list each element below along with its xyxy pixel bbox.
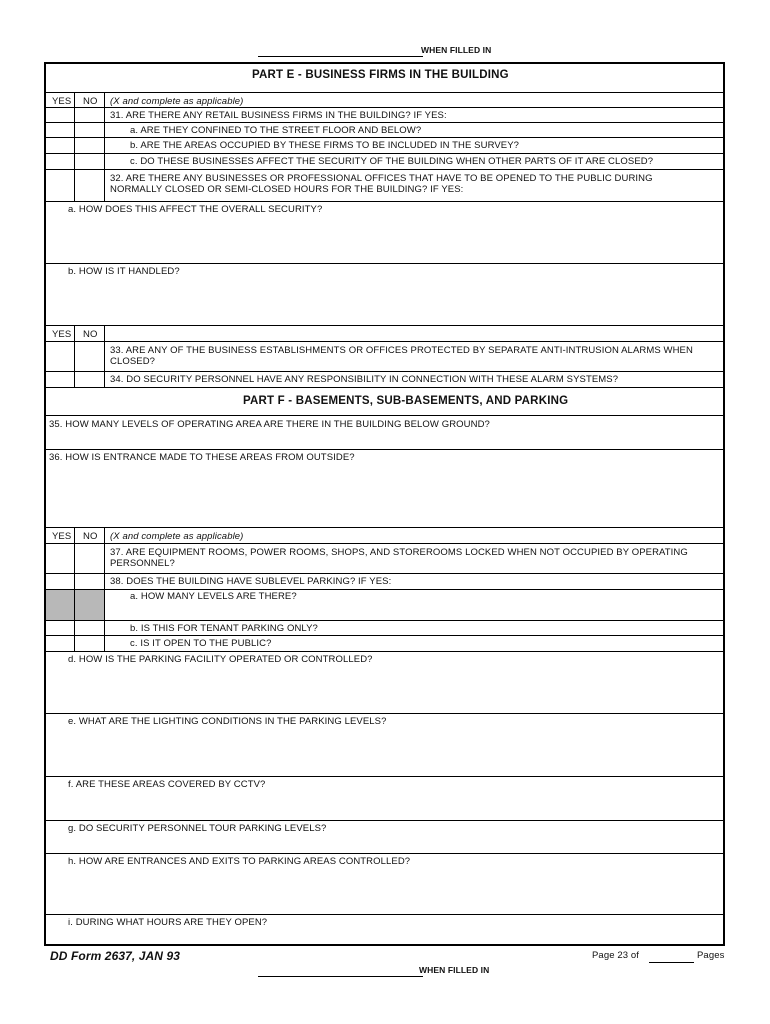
question-37: 37. ARE EQUIPMENT ROOMS, POWER ROOMS, SHOPS, AND STOREROOMS LOCKED WHEN NOT OCCUPIED BY OPERATING PERSONNEL?	[110, 547, 688, 569]
answer-field-38d[interactable]	[46, 666, 723, 712]
checkbox-31-yes[interactable]	[46, 108, 74, 122]
part-e-title: PART E - BUSINESS FIRMS IN THE BUILDING	[252, 69, 509, 81]
answer-field-35[interactable]	[46, 431, 723, 448]
checkbox-34-yes[interactable]	[46, 372, 74, 387]
instruction-text: (X and complete as applicable)	[110, 96, 244, 107]
checkbox-38-yes[interactable]	[46, 574, 74, 589]
question-31b: b. ARE THE AREAS OCCUPIED BY THESE FIRMS TO BE INCLUDED IN THE SURVEY?	[130, 140, 520, 151]
checkbox-31c-no[interactable]	[75, 154, 104, 169]
question-38h: h. HOW ARE ENTRANCES AND EXITS TO PARKING AREAS CONTROLLED?	[68, 856, 411, 867]
answer-field-38e[interactable]	[46, 728, 723, 775]
row-line	[44, 122, 725, 123]
checkbox-31a-yes[interactable]	[46, 123, 74, 137]
question-38g: g. DO SECURITY PERSONNEL TOUR PARKING LEVELS?	[68, 823, 327, 834]
question-38f: f. ARE THESE AREAS COVERED BY CCTV?	[68, 779, 266, 790]
question-31a: a. ARE THEY CONFINED TO THE STREET FLOOR AND BELOW?	[130, 125, 422, 136]
question-32b: b. HOW IS IT HANDLED?	[68, 266, 180, 277]
checkbox-32-no[interactable]	[75, 170, 104, 201]
row-line	[44, 387, 725, 388]
no-column-header: NO	[83, 329, 98, 340]
answer-field-38g[interactable]	[46, 835, 723, 852]
row-line	[44, 589, 725, 590]
checkbox-32-yes[interactable]	[46, 170, 74, 201]
row-line	[44, 137, 725, 138]
question-35: 35. HOW MANY LEVELS OF OPERATING AREA ARE THERE IN THE BUILDING BELOW GROUND?	[49, 419, 490, 430]
no-column-header: NO	[83, 531, 98, 542]
checkbox-37-yes[interactable]	[46, 544, 74, 573]
row-line	[44, 527, 725, 528]
row-line	[44, 325, 725, 326]
part-f-title: PART F - BASEMENTS, SUB-BASEMENTS, AND PARKING	[243, 395, 569, 407]
shaded-no-cell	[75, 590, 104, 620]
question-33: 33. ARE ANY OF THE BUSINESS ESTABLISHMENTS OR OFFICES PROTECTED BY SEPARATE ANTI-INTRUSION ALARMS WHEN CLOSED?	[110, 345, 693, 367]
checkbox-38b-no[interactable]	[75, 621, 104, 635]
checkbox-31c-yes[interactable]	[46, 154, 74, 169]
question-34: 34. DO SECURITY PERSONNEL HAVE ANY RESPONSIBILITY IN CONNECTION WITH THESE ALARM SYSTEMS?	[110, 374, 619, 385]
yes-column-header: YES	[52, 329, 72, 340]
row-line	[44, 713, 725, 714]
answer-field-32b[interactable]	[46, 278, 723, 324]
row-line	[44, 341, 725, 342]
answer-field-38i[interactable]	[46, 929, 723, 943]
checkbox-38-no[interactable]	[75, 574, 104, 589]
page-number-label: Page 23 of	[592, 950, 639, 961]
row-line	[44, 914, 725, 915]
row-line	[44, 169, 725, 170]
row-line	[44, 153, 725, 154]
checkbox-31a-no[interactable]	[75, 123, 104, 137]
checkbox-31-no[interactable]	[75, 108, 104, 122]
question-38c: c. IS IT OPEN TO THE PUBLIC?	[130, 638, 272, 649]
no-column-header: NO	[83, 96, 98, 107]
question-38i: i. DURING WHAT HOURS ARE THEY OPEN?	[68, 917, 268, 928]
question-38b: b. IS THIS FOR TENANT PARKING ONLY?	[130, 623, 318, 634]
instruction-text: (X and complete as applicable)	[110, 531, 244, 542]
row-line	[44, 635, 725, 636]
question-31c: c. DO THESE BUSINESSES AFFECT THE SECURITY OF THE BUILDING WHEN OTHER PARTS OF IT ARE CLOSED?	[130, 156, 654, 167]
yes-column-header: YES	[52, 96, 72, 107]
row-line	[44, 201, 725, 202]
checkbox-38c-no[interactable]	[75, 636, 104, 651]
header-classification-line	[258, 56, 423, 57]
form-border-bottom	[44, 944, 725, 946]
row-line	[44, 853, 725, 854]
form-identifier: DD Form 2637, JAN 93	[50, 949, 181, 963]
question-38e: e. WHAT ARE THE LIGHTING CONDITIONS IN THE PARKING LEVELS?	[68, 716, 387, 727]
question-32a: a. HOW DOES THIS AFFECT THE OVERALL SECURITY?	[68, 204, 323, 215]
row-line	[44, 620, 725, 621]
row-line	[44, 371, 725, 372]
answer-field-38h[interactable]	[46, 868, 723, 913]
checkbox-38c-yes[interactable]	[46, 636, 74, 651]
row-line	[44, 776, 725, 777]
checkbox-33-yes[interactable]	[46, 342, 74, 371]
yes-column-header: YES	[52, 531, 72, 542]
answer-field-36[interactable]	[46, 464, 723, 526]
question-36: 36. HOW IS ENTRANCE MADE TO THESE AREAS FROM OUTSIDE?	[49, 452, 355, 463]
col-divider-no-text	[104, 326, 105, 388]
row-line	[44, 107, 725, 108]
col-divider-no-text	[104, 93, 105, 201]
checkbox-38b-yes[interactable]	[46, 621, 74, 635]
question-38d: d. HOW IS THE PARKING FACILITY OPERATED OR CONTROLLED?	[68, 654, 373, 665]
part-e-title-divider	[44, 92, 725, 93]
shaded-yes-cell	[46, 590, 74, 620]
answer-field-38a[interactable]	[106, 603, 723, 620]
form-border-right	[723, 62, 725, 946]
row-line	[44, 651, 725, 652]
answer-field-38f[interactable]	[46, 791, 723, 819]
page-total-field[interactable]	[649, 962, 694, 963]
row-line	[44, 543, 725, 544]
question-31: 31. ARE THERE ANY RETAIL BUSINESS FIRMS IN THE BUILDING? IF YES:	[110, 110, 447, 121]
header-when-filled-in: WHEN FILLED IN	[421, 45, 492, 55]
row-line	[44, 263, 725, 264]
form-border-top	[44, 62, 725, 64]
footer-when-filled-in: WHEN FILLED IN	[419, 965, 490, 975]
answer-field-32a[interactable]	[46, 216, 723, 262]
question-38a: a. HOW MANY LEVELS ARE THERE?	[130, 591, 297, 602]
checkbox-34-no[interactable]	[75, 372, 104, 387]
checkbox-33-no[interactable]	[75, 342, 104, 371]
pages-label: Pages	[697, 950, 725, 961]
row-line	[44, 573, 725, 574]
question-38: 38. DOES THE BUILDING HAVE SUBLEVEL PARKING? IF YES:	[110, 576, 392, 587]
row-line	[44, 415, 725, 416]
question-32: 32. ARE THERE ANY BUSINESSES OR PROFESSIONAL OFFICES THAT HAVE TO BE OPENED TO THE PUBLIC DURING NORMALLY CLOSED OR SEMI-CLOSED HOURS FOR THE BUILDING? IF YES:	[110, 173, 653, 195]
row-line	[44, 449, 725, 450]
checkbox-31b-yes[interactable]	[46, 138, 74, 153]
footer-classification-line	[258, 976, 423, 977]
checkbox-37-no[interactable]	[75, 544, 104, 573]
checkbox-31b-no[interactable]	[75, 138, 104, 153]
row-line	[44, 820, 725, 821]
